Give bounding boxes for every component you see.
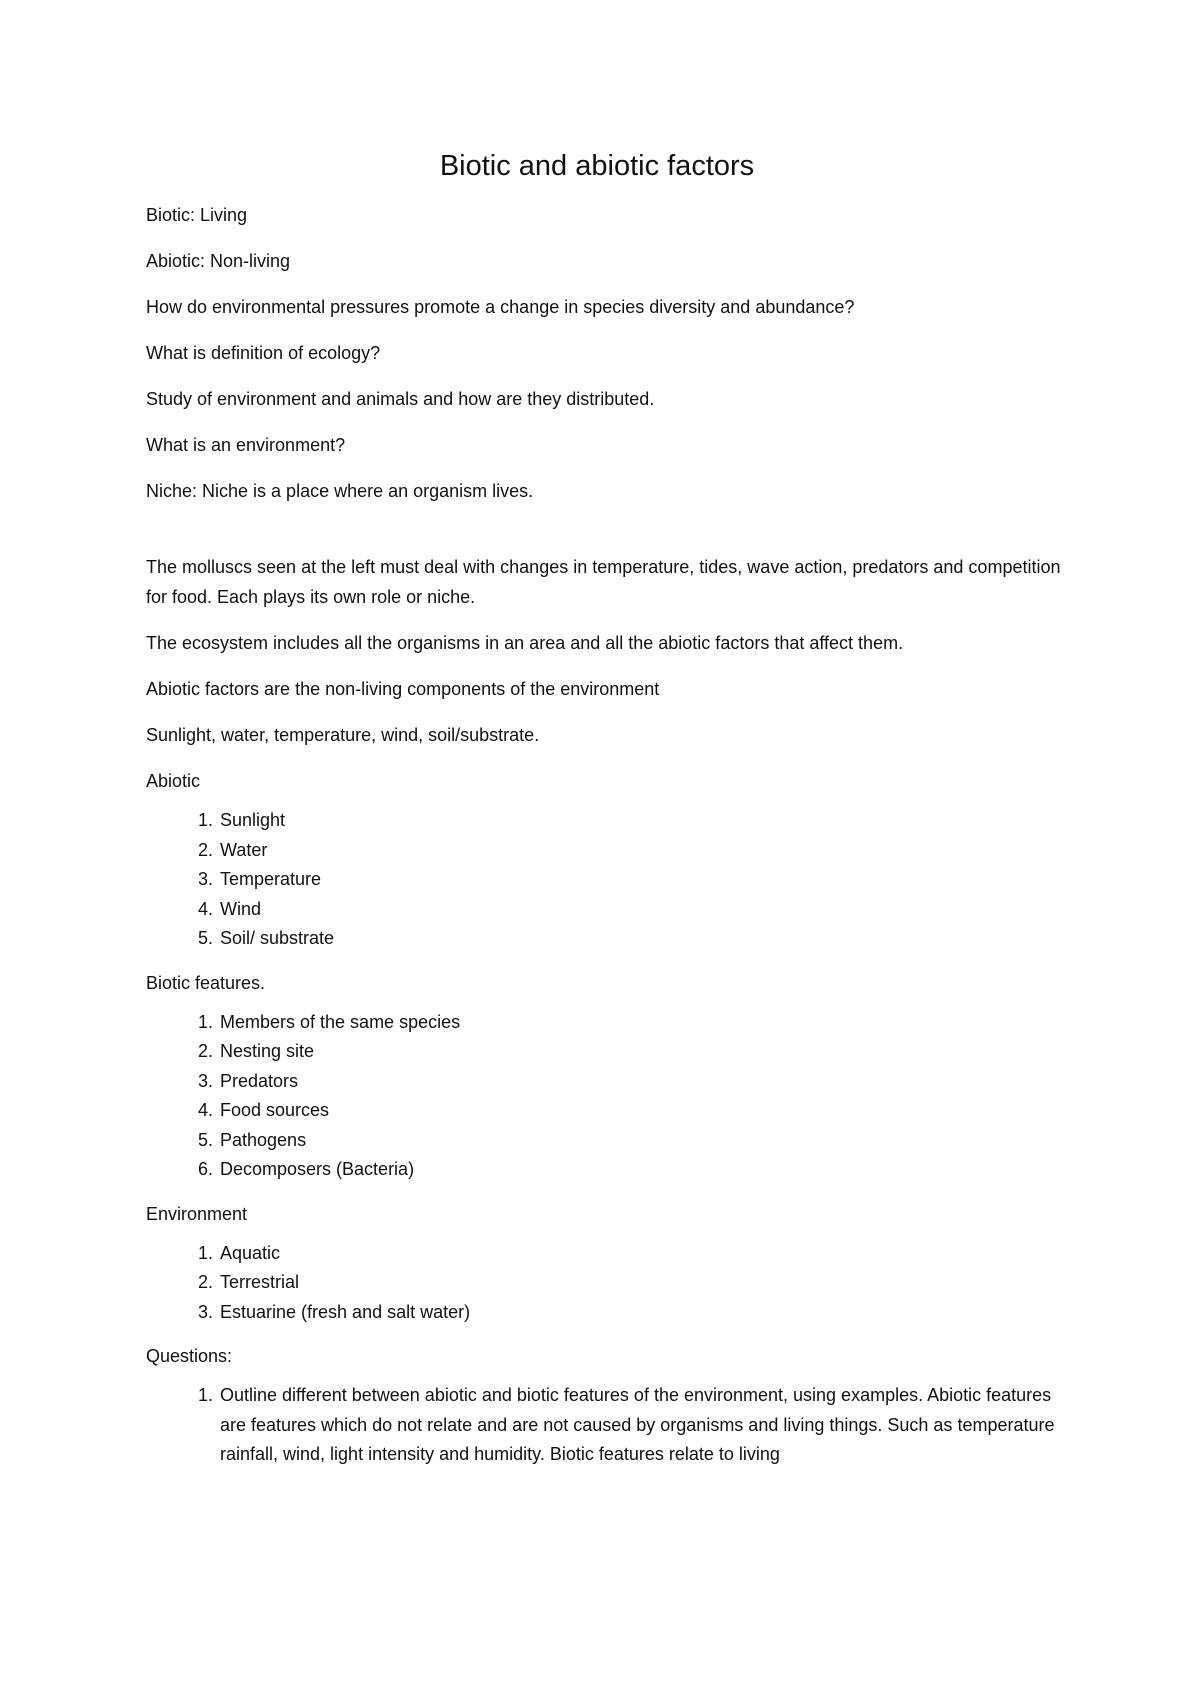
- list-item: 3. Predators: [218, 1067, 1080, 1097]
- paragraph: Biotic: Living: [146, 205, 248, 225]
- paragraph: Study of environment and animals and how are they distributed.: [146, 389, 655, 409]
- list-item: 4. Food sources: [218, 1096, 1080, 1126]
- questions-list: [146, 1381, 1080, 1470]
- list-item: 1. Sunlight: [218, 806, 1080, 836]
- list-item: 3. Temperature: [218, 865, 1080, 895]
- paragraph: How do environmental pressures promote a change in species diversity and abundance?: [146, 297, 855, 317]
- paragraph: The molluscs seen at the left must deal with changes in temperature, tides, wave action, predators and competition for food. Each plays its own role or niche.: [146, 557, 1061, 607]
- paragraph: What is an environment?: [146, 435, 346, 455]
- environment-list: [146, 1239, 1080, 1328]
- list-item: 5. Pathogens: [218, 1126, 1080, 1156]
- list-item: 3. Estuarine (fresh and salt water): [218, 1298, 1080, 1328]
- questions-heading: Questions:: [146, 1346, 233, 1366]
- blank-line: [146, 522, 1080, 552]
- biotic-list: [146, 1008, 1080, 1185]
- list-item: 6. Decomposers (Bacteria): [218, 1155, 1080, 1185]
- paragraph: Sunlight, water, temperature, wind, soil/substrate.: [146, 725, 540, 745]
- list-item: 2. Terrestrial: [218, 1268, 1080, 1298]
- paragraph: Niche: Niche is a place where an organism lives.: [146, 481, 534, 501]
- question-item: 1. Outline different between abiotic and biotic features of the environment, using examples. Abiotic features are features which do not relate and are not caused by organisms and living things. Such as temperature rainfall, wind, light intensity and humidity. Biotic features relate to living: [218, 1381, 1080, 1470]
- list-item: 4. Wind: [218, 895, 1080, 925]
- environment-heading: Environment: [146, 1203, 248, 1224]
- paragraph: The ecosystem includes all the organisms in an area and all the abiotic factors that affect them.: [146, 633, 904, 653]
- abiotic-list: [146, 806, 1080, 954]
- paragraph: Abiotic factors are the non-living components of the environment: [146, 679, 660, 699]
- list-item: 2. Nesting site: [218, 1037, 1080, 1067]
- paragraph: Abiotic: Non-living: [146, 251, 291, 271]
- biotic-heading: Biotic features.: [146, 972, 266, 993]
- list-item: 1. Aquatic: [218, 1239, 1080, 1269]
- document-title: Biotic and abiotic factors: [439, 150, 755, 182]
- list-item: 5. Soil/ substrate: [218, 924, 1080, 954]
- paragraph: What is definition of ecology?: [146, 343, 381, 363]
- list-item: 2. Water: [218, 836, 1080, 866]
- list-item: 1. Members of the same species: [218, 1008, 1080, 1038]
- abiotic-heading: Abiotic: [146, 771, 201, 791]
